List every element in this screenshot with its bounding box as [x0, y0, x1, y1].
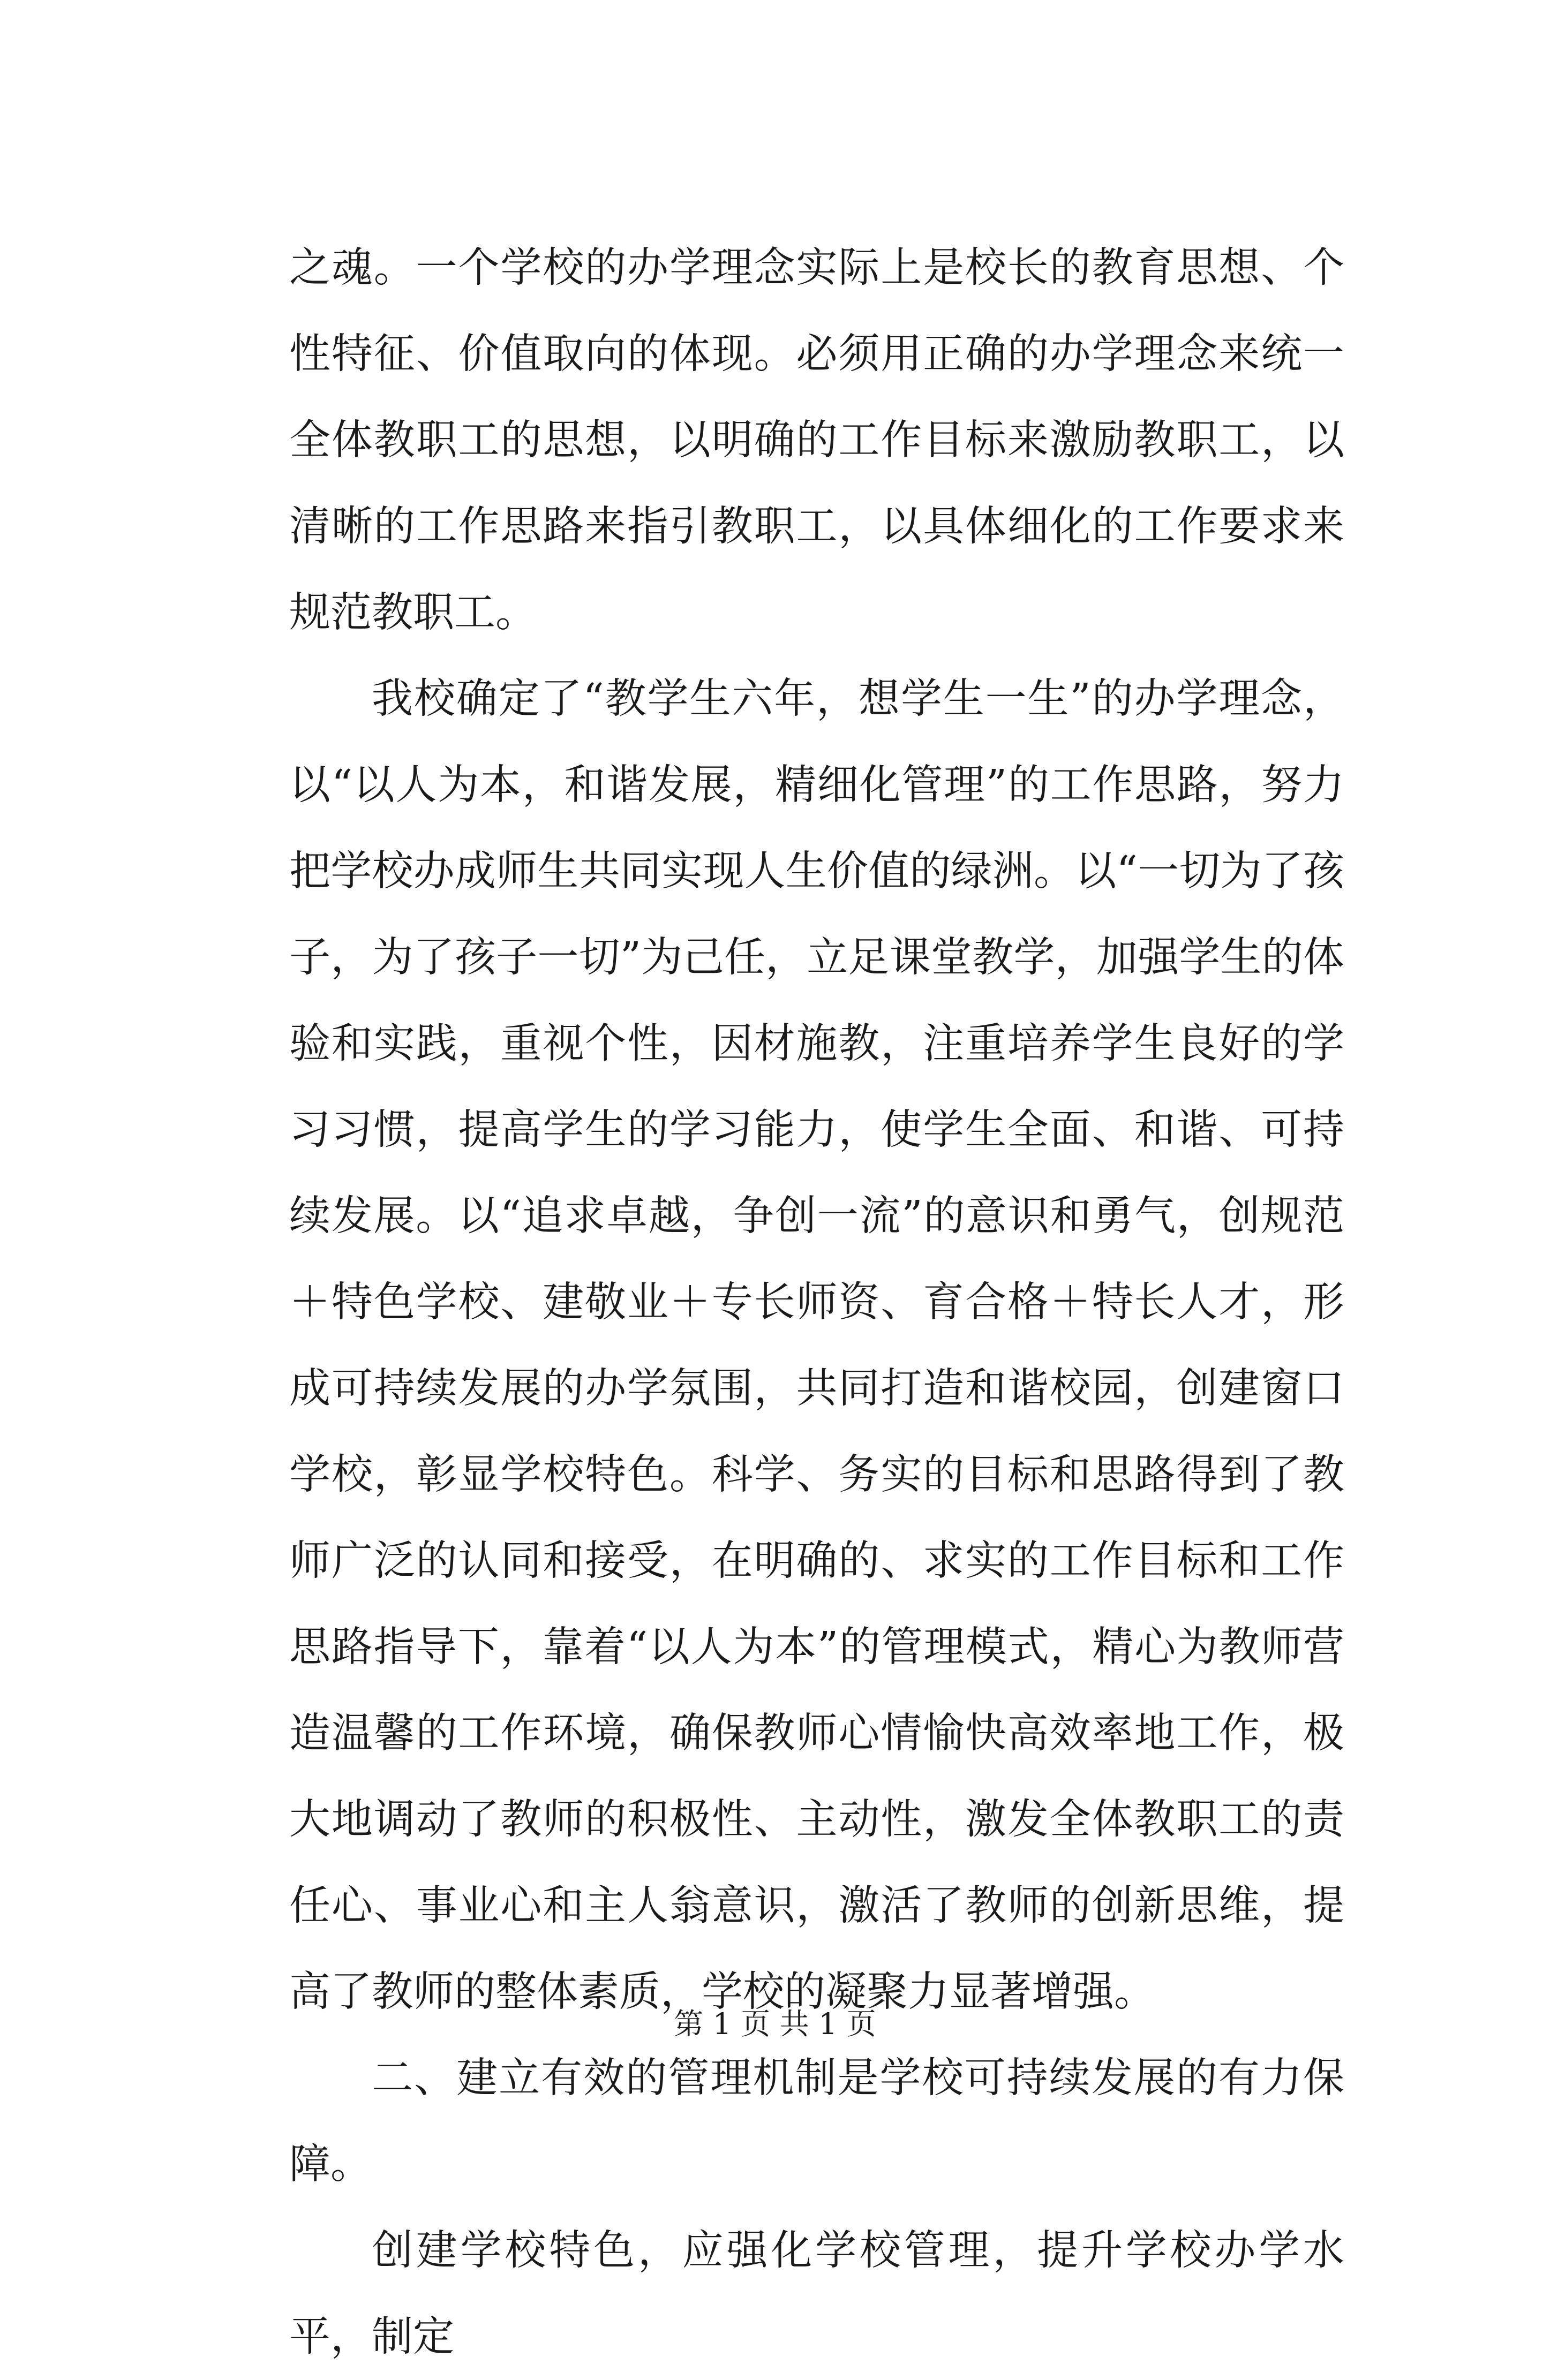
paragraph-philosophy: 我校确定了“教学生六年，想学生一生”的办学理念，以“以人为本，和谐发展，精细化管理”的工作思路，努力把学校办成师生共同实现人生价值的绿洲。以“一切为了孩子，为了孩子一切”为己任，立足课堂教学，加强学生的体验和实践，重视个性，因材施教，注重培养学生良好的学习习惯，提高学生的学习能力，使学生全面、和谐、可持续发展。以“追求卓越，争创一流”的意识和勇气，创规范＋特色学校、建敬业＋专长师资、育合格＋特长人才，形成可持续发展的办学氛围，共同打造和谐校园，创建窗口学校，彰显学校特色。科学、务实的目标和思路得到了教师广泛的认同和接受，在明确的、求实的工作目标和工作思路指导下，靠着“以人为本”的管理模式，精心为教师营造温馨的工作环境，确保教师心情愉快高效率地工作，极大地调动了教师的积极性、主动性，激发全体教职工的责任心、事业心和主人翁意识，激活了教师的创新思维，提高了教师的整体素质，学校的凝聚力显著增强。 [289, 675, 1344, 2016]
section-heading: 二、建立有效的管理机制是学校可持续发展的有力保障。 [289, 2054, 1344, 2188]
document-body [289, 225, 1344, 2380]
paragraph-management: 创建学校特色，应强化学校管理，提升学校办学水平，制定 [289, 2227, 1344, 2361]
page-footer: 第 1 页 共 1 页 [674, 2007, 876, 2041]
paragraph-continued: 之魂。一个学校的办学理念实际上是校长的教育思想、个性特征、价值取向的体现。必须用正确的办学理念来统一全体教职工的思想，以明确的工作目标来激励教职工，以清晰的工作思路来指引教职工，以具体细化的工作要求来规范教职工。 [289, 244, 1344, 637]
